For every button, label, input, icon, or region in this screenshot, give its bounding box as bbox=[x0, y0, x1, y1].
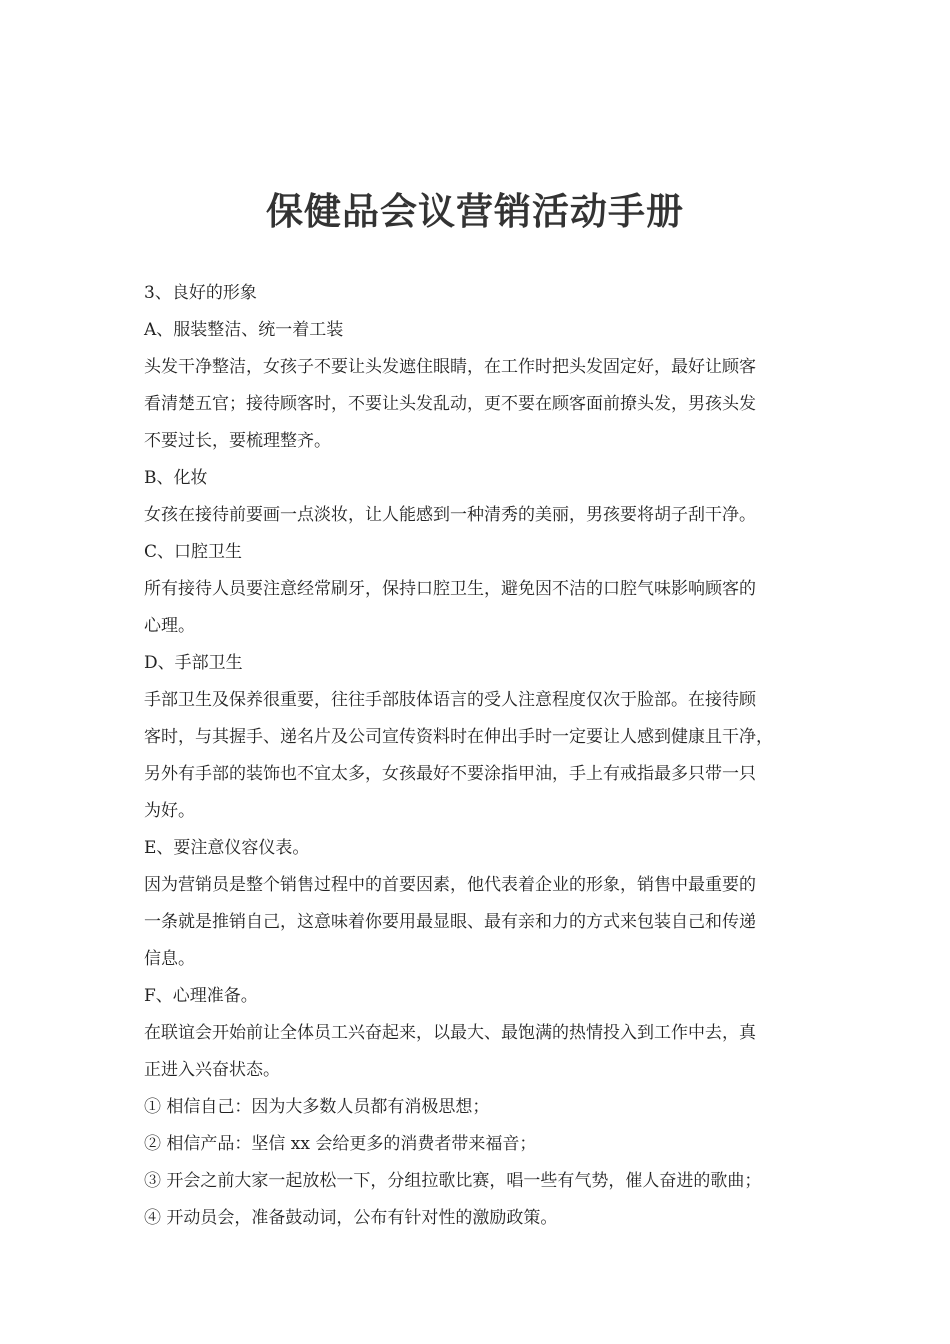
text-line: 客时，与其握手、递名片及公司宣传资料时在伸出手时一定要让人感到健康且干净， bbox=[144, 727, 773, 747]
text-line: 不要过长，要梳理整齐。 bbox=[144, 431, 331, 451]
text-line: 心理。 bbox=[144, 616, 195, 636]
text-line: 在联谊会开始前让全体员工兴奋起来，以最大、最饱满的热情投入到工作中去，真 bbox=[144, 1023, 756, 1043]
text-line: 所有接待人员要注意经常刷牙，保持口腔卫生，避免因不洁的口腔气味影响顾客的 bbox=[144, 579, 756, 599]
text-line: 3、良好的形象 bbox=[144, 283, 257, 303]
document-body bbox=[144, 275, 854, 1237]
document-title: 保健品会议营销活动手册 bbox=[266, 189, 684, 233]
text-line: 因为营销员是整个销售过程中的首要因素，他代表着企业的形象，销售中最重要的 bbox=[144, 875, 756, 895]
text-line: 女孩在接待前要画一点淡妆，让人能感到一种清秀的美丽，男孩要将胡子刮干净。 bbox=[144, 505, 756, 525]
text-line: 一条就是推销自己，这意味着你要用最显眼、最有亲和力的方式来包装自己和传递 bbox=[144, 912, 756, 932]
text-line: 手部卫生及保养很重要，往往手部肢体语言的受人注意程度仅次于脸部。在接待顾 bbox=[144, 690, 756, 710]
text-line: ④ 开动员会，准备鼓动词，公布有针对性的激励政策。 bbox=[144, 1208, 558, 1228]
text-line: ② 相信产品：坚信 xx 会给更多的消费者带来福音； bbox=[144, 1134, 537, 1154]
text-line: ③ 开会之前大家一起放松一下，分组拉歌比赛，唱一些有气势，催人奋进的歌曲； bbox=[144, 1171, 762, 1191]
text-line: 信息。 bbox=[144, 949, 195, 969]
text-line: 为好。 bbox=[144, 801, 195, 821]
text-line: C、口腔卫生 bbox=[144, 542, 243, 562]
text-line: 正进入兴奋状态。 bbox=[144, 1060, 280, 1080]
text-line: D、手部卫生 bbox=[144, 653, 243, 673]
text-line: F、心理准备。 bbox=[144, 986, 258, 1006]
text-line: A、服装整洁、统一着工装 bbox=[144, 320, 344, 340]
text-line: B、化妆 bbox=[144, 468, 208, 488]
text-line: 头发干净整洁，女孩子不要让头发遮住眼睛，在工作时把头发固定好，最好让顾客 bbox=[144, 357, 756, 377]
text-line: 另外有手部的装饰也不宜太多，女孩最好不要涂指甲油，手上有戒指最多只带一只 bbox=[144, 764, 756, 784]
text-line: ① 相信自己：因为大多数人员都有消极思想； bbox=[144, 1097, 490, 1117]
text-line: 看清楚五官；接待顾客时，不要让头发乱动，更不要在顾客面前撩头发，男孩头发 bbox=[144, 394, 756, 414]
text-line: E、要注意仪容仪表。 bbox=[144, 838, 310, 858]
